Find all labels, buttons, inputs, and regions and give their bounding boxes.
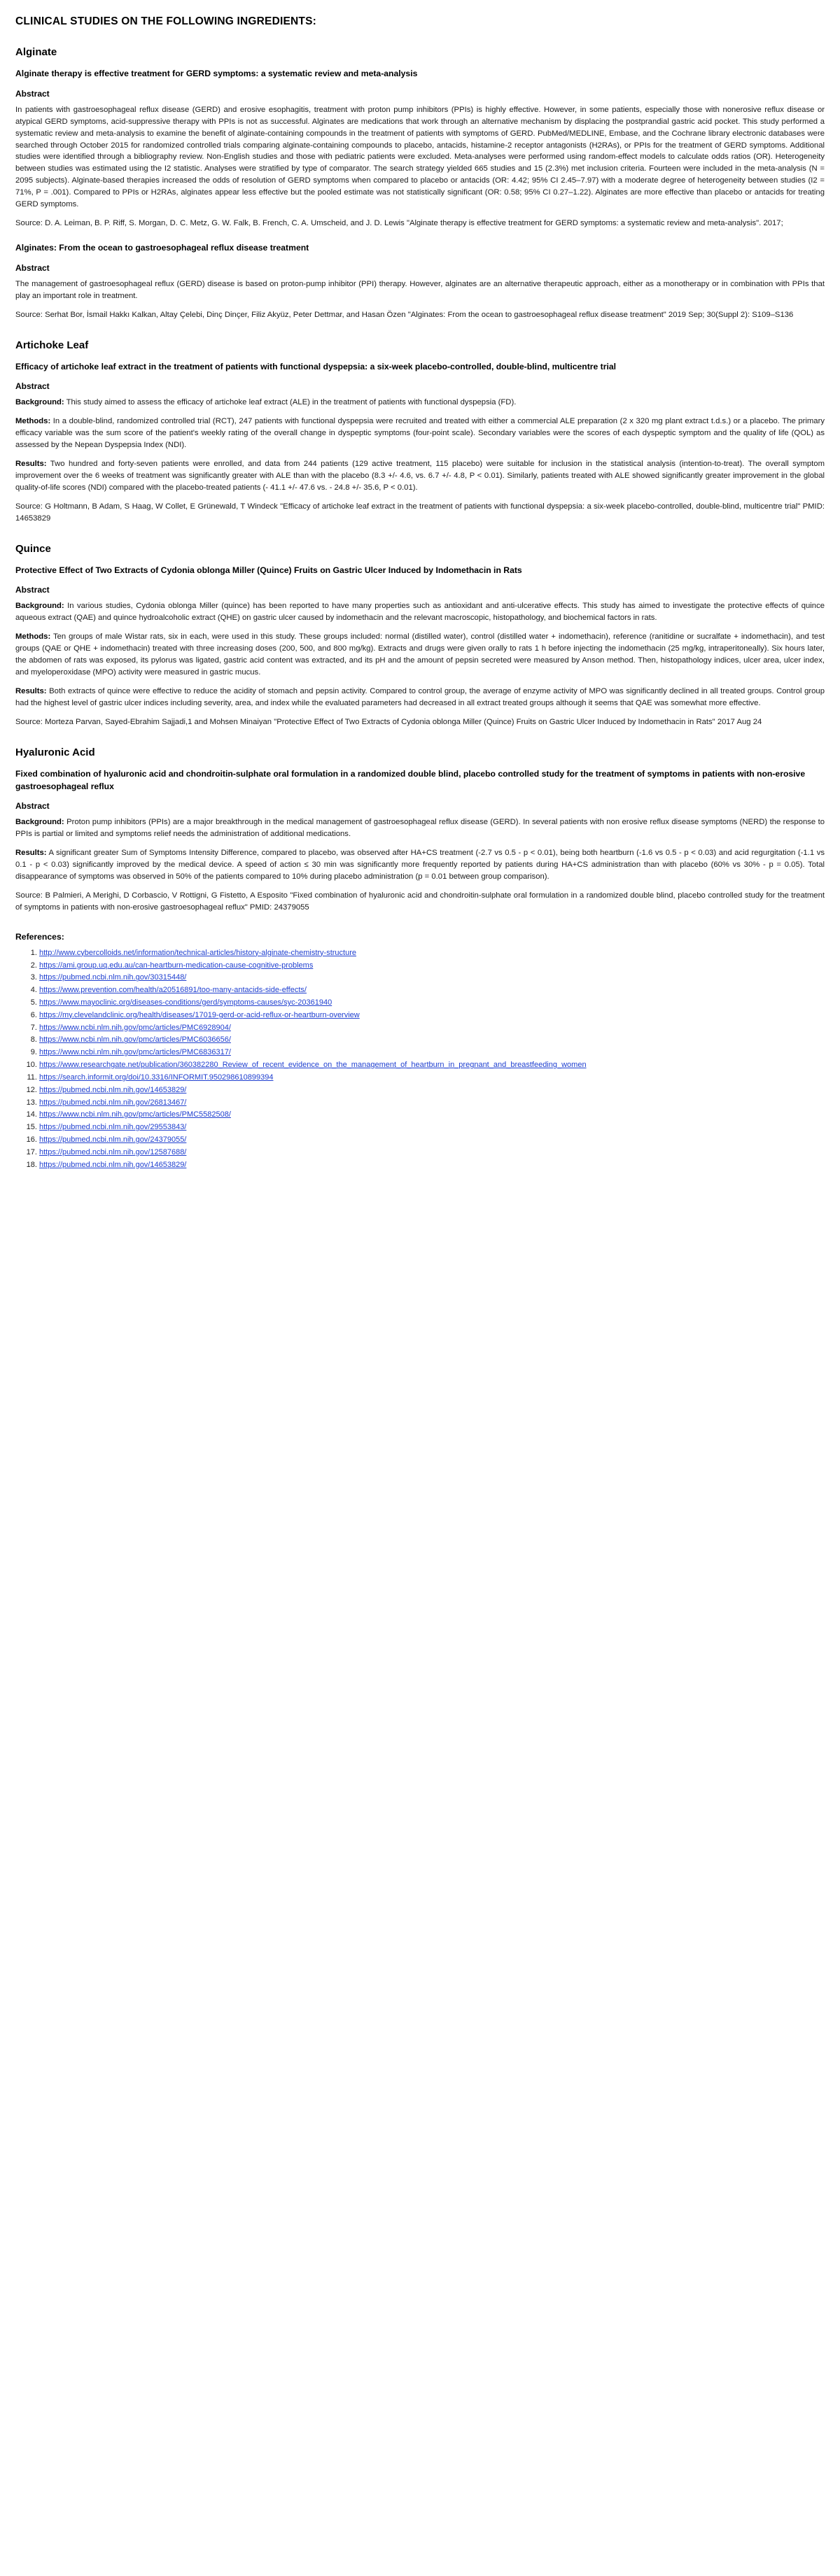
study-title: Alginate therapy is effective treatment for GERD symptoms: a systematic review and meta-analysis xyxy=(15,69,418,78)
reference-link[interactable]: https://pubmed.ncbi.nlm.nih.gov/12587688/ xyxy=(39,1147,187,1156)
abstract-paragraph: Results: Two hundred and forty-seven patients were enrolled, and data from 244 patients (129 active treatment, 115 placebo) were suitable for inclusion in the statistical analysis (intention-to-treat). The overall symptom improvement over the 6 weeks of treatment was significantly greater with ALE than with the placebo (8.3 +/- 4.6, vs. 6.7 +/- 4.8, P < 0.01). Similarly, patients treated with ALE showed significantly greater improvement in the global quality-of-life scores (NDI) compared with the placebo-treated patients (- 41.1 +/- 47.6 vs. - 24.8 +/- 35.6, P < 0.01). xyxy=(15,460,825,492)
page-title: CLINICAL STUDIES ON THE FOLLOWING INGREDIENTS: xyxy=(15,15,316,27)
abstract-label: Abstract xyxy=(15,262,50,273)
study-entry xyxy=(15,242,825,321)
abstract-paragraph: Background: Proton pump inhibitors (PPIs) are a major breakthrough in the medical management of gastroesophageal reflux disease (GERD). In several patients with non erosive reflux disease symptoms (NERD) the response to PPIs is partial or limited and symptoms relief needs the administration of additional medications. xyxy=(15,818,825,839)
reference-link[interactable]: https://www.ncbi.nlm.nih.gov/pmc/articles/PMC6036656/ xyxy=(39,1035,231,1045)
reference-link[interactable]: https://www.ncbi.nlm.nih.gov/pmc/articles/PMC6928904/ xyxy=(39,1023,231,1032)
study-source: Source: Morteza Parvan, Sayed-Ebrahim Sajjadi,1 and Mohsen Minaiyan "Protective Effect of Two Extracts of Cydonia oblonga Miller (Quince) Fruits on Gastric Ulcer Induced by Indomethacin in Rats" 2017 Aug 24 xyxy=(15,717,762,726)
reference-item xyxy=(39,997,825,1010)
reference-item xyxy=(39,1084,825,1097)
reference-item xyxy=(39,1047,825,1059)
study-title: Protective Effect of Two Extracts of Cydonia oblonga Miller (Quince) Fruits on Gastric Ulcer Induced by Indomethacin in Rats xyxy=(15,565,522,575)
reference-item xyxy=(39,972,825,984)
reference-item xyxy=(39,1109,825,1121)
study-entry xyxy=(15,68,825,229)
ingredient-heading: Quince xyxy=(15,542,51,555)
abstract-paragraph: Methods: Ten groups of male Wistar rats, six in each, were used in this study. These groups included: normal (distilled water), control (distilled water + indomethacin), reference (ranitidine or sucralfate + indomethacin), and test groups (QAE or QHE + indomethacin) treated with three increasing doses (200, 500, and 800 mg/kg). Extracts and drugs were given orally to rats 1 h before injecting the indomethacin (25 mg/kg, intraperitoneally). Six hours later, the abdomen of rats was exposed, its pylorus was ligated, gastric acid content was extracted, and its pH and the amount of pepsin secreted were measured by Anson method. Then, histopathology indices, ulcer area, ulcer index, and myeloperoxidase (MPO) activity were measured in gastric mucus. xyxy=(15,632,825,677)
reference-link[interactable]: https://pubmed.ncbi.nlm.nih.gov/14653829/ xyxy=(39,1160,187,1169)
abstract-label: Abstract xyxy=(15,88,50,99)
reference-item xyxy=(39,984,825,997)
reference-link[interactable]: https://ami.group.uq.edu.au/can-heartburn-medication-cause-cognitive-problems xyxy=(39,961,314,970)
abstract-label: Abstract xyxy=(15,381,50,392)
ingredient-section-hyaluronic-acid xyxy=(15,746,825,914)
reference-item xyxy=(39,1147,825,1159)
reference-link[interactable]: https://www.prevention.com/health/a20516891/too-many-antacids-side-effects/ xyxy=(39,986,307,995)
abstract-paragraph: Background: This study aimed to assess the efficacy of artichoke leaf extract (ALE) in the treatment of patients with functional dyspepsia (FD). xyxy=(15,398,517,407)
reference-link[interactable]: https://www.mayoclinic.org/diseases-conditions/gerd/symptoms-causes/syc-20361940 xyxy=(39,998,332,1007)
reference-link[interactable]: https://www.ncbi.nlm.nih.gov/pmc/articles/PMC5582508/ xyxy=(39,1110,231,1119)
study-title: Alginates: From the ocean to gastroesophageal reflux disease treatment xyxy=(15,243,309,253)
references-heading: References: xyxy=(15,931,64,942)
ingredient-section-artichoke-leaf xyxy=(15,339,825,525)
reference-item xyxy=(39,1059,825,1072)
study-entry xyxy=(15,565,825,728)
reference-link[interactable]: https://pubmed.ncbi.nlm.nih.gov/26813467/ xyxy=(39,1098,187,1107)
abstract-paragraph: The management of gastroesophageal reflux (GERD) disease is based on proton-pump inhibitor (PPI) therapy. However, alginates are an alternative therapeutic approach, either as a monotherapy or in combination with PPIs that play an important role in treatment. xyxy=(15,279,825,300)
reference-link[interactable]: https://pubmed.ncbi.nlm.nih.gov/30315448/ xyxy=(39,973,187,982)
ingredient-heading: Hyaluronic Acid xyxy=(15,746,95,758)
reference-item xyxy=(39,1022,825,1035)
abstract-label: Abstract xyxy=(15,801,50,812)
references-list xyxy=(15,947,825,1172)
abstract-paragraph: Results: Both extracts of quince were effective to reduce the acidity of stomach and pepsin activity. Compared to control group, the average of enzyme activity of MPO was significantly declined in all treated groups. Control group had the highest level of gastric ulcer indices including severity, area, and index while the evaluated parameters had decreased in all extract treated groups although it seems that QAE was somewhat more effective. xyxy=(15,687,825,707)
reference-link[interactable]: https://search.informit.org/doi/10.3316/INFORMIT.950298610899394 xyxy=(39,1073,274,1082)
reference-item xyxy=(39,947,825,960)
reference-item xyxy=(39,1010,825,1022)
study-entry xyxy=(15,768,825,914)
reference-link[interactable]: http://www.cybercolloids.net/information/technical-articles/history-alginate-chemistry-structure xyxy=(39,948,357,957)
study-source: Source: B Palmieri, A Merighi, D Corbascio, V Rottigni, G Fistetto, A Esposito "Fixed combination of hyaluronic acid and chondroitin-sulphate oral formulation in a randomized double blind, placebo controlled study for the treatment of symptoms in patients with non-erosive gastroesophageal reflux" PMID: 24379055 xyxy=(15,891,825,912)
reference-item xyxy=(39,1097,825,1110)
study-title: Efficacy of artichoke leaf extract in the treatment of patients with functional dyspepsia: a six-week placebo-controlled, double-blind, multicentre trial xyxy=(15,361,617,371)
ingredient-heading: Alginate xyxy=(15,46,57,58)
reference-item xyxy=(39,1159,825,1172)
abstract-paragraph: In patients with gastroesophageal reflux disease (GERD) and erosive esophagitis, treatment with proton pump inhibitors (PPIs) is highly effective. However, in some patients, especially those with nonerosive reflux disease or atypical GERD symptoms, acid-suppressive therapy with PPIs is not as successful. Alginates are medications that work through an alternative mechanism by displacing the postprandial gastric acid pocket. This study performed a systematic review and meta-analysis to examine the benefit of alginate-containing compounds in the treatment of patients with symptoms of GERD. PubMed/MEDLINE, Embase, and the Cochrane library electronic databases were searched through October 2015 for randomized controlled trials comparing alginate-containing compounds to placebo, antacids, histamine-2 receptor antagonists (H2RAs), or PPIs for the treatment of GERD symptoms. Additional studies were identified through a bibliography review. Non-English studies and those with pediatric patients were excluded. Meta-analyses were performed using random-effect models to calculate odds ratios (OR). Heterogeneity between studies was estimated using the I2 statistic. Analyses were stratified by type of comparator. The search strategy yielded 665 studies and 15 (2.3%) met inclusion criteria. Fourteen were included in the meta-analysis (N = 2095 subjects). Alginate-based therapies increased the odds of resolution of GERD symptoms when compared to placebo or antacids (OR: 4.42; 95% CI 2.45–7.97) with a moderate degree of heterogeneity between studies (I2 = 71%, P = .001). Compared to PPIs or H2RAs, alginates appear less effective but the pooled estimate was not statistically significant (OR: 0.58; 95% CI 0.27–1.22). Alginates are more effective than placebo or antacids for treating GERD symptoms. xyxy=(15,105,825,209)
ingredient-section-quince xyxy=(15,543,825,728)
reference-link[interactable]: https://www.researchgate.net/publication/360382280_Review_of_recent_evidence_on_the_management_of_heartburn_in_pregnant_and_breastfeeding_women xyxy=(39,1061,587,1070)
reference-item xyxy=(39,1121,825,1134)
reference-item xyxy=(39,960,825,972)
reference-link[interactable]: https://pubmed.ncbi.nlm.nih.gov/14653829/ xyxy=(39,1085,187,1094)
abstract-paragraph: Methods: In a double-blind, randomized controlled trial (RCT), 247 patients with functional dyspepsia were recruited and treated with either a commercial ALE preparation (2 x 320 mg plant extract t.d.s.) or a placebo. The primary efficacy variable was the sum score of the patient's weekly rating of the overall change in dyspeptic symptoms (four-point scale). Secondary variables were the scores of each dyspeptic symptom and the quality of life (QOL) as assessed by the Nepean Dyspepsia Index (NDI). xyxy=(15,417,825,450)
abstract-paragraph: Background: In various studies, Cydonia oblonga Miller (quince) has been reported to have many properties such as antioxidant and anti-ulcerative effects. This study has aimed to investigate the protective effects of quince aqueous extract (QAE) and quince hydroalcoholic extract (QHE) on gastric ulcer caused by indomethacin and the relevant macroscopic, histopathology, and biochemical factors in rats. xyxy=(15,602,825,623)
study-source: Source: D. A. Leiman, B. P. Riff, S. Morgan, D. C. Metz, G. W. Falk, B. French, C. A. Umscheid, and J. D. Lewis "Alginate therapy is effective treatment for GERD symptoms: a systematic review and meta-analysis". 2017; xyxy=(15,219,783,228)
reference-item xyxy=(39,1034,825,1047)
document-page xyxy=(0,0,840,1192)
abstract-paragraph: Results: A significant greater Sum of Symptoms Intensity Difference, compared to placebo, was observed after HA+CS treatment (-2.7 vs 0.5 - p < 0.01), being both heartburn (-1.6 vs 0.5 - p < 0.03) and acid regurgitation (-1.1 vs 0.1 - p < 0.03) significantly improved by the medical device. A speed of action ≤ 30 min was significantly more frequently reported by patients during HA+CS administration than with placebo (60% vs 30% - p = 0.05). Total disappearance of symptoms was observed in 50% of the patients compared to 10% during placebo administration (p = 0.01 between group comparison). xyxy=(15,849,825,881)
ingredient-heading: Artichoke Leaf xyxy=(15,339,89,351)
study-source: Source: G Holtmann, B Adam, S Haag, W Collet, E Grünewald, T Windeck "Efficacy of artichoke leaf extract in the treatment of patients with functional dyspepsia: a six-week placebo-controlled, double-blind, multicentre trial" PMID: 14653829 xyxy=(15,502,825,523)
study-entry xyxy=(15,361,825,525)
reference-item xyxy=(39,1072,825,1084)
reference-item xyxy=(39,1134,825,1147)
abstract-label: Abstract xyxy=(15,585,50,595)
study-source: Source: Serhat Bor, İsmail Hakkı Kalkan, Altay Çelebi, Dinç Dinçer, Filiz Akyüz, Peter Dettmar, and Hasan Özen "Alginates: From the ocean to gastroesophageal reflux disease treatment" 2019 Sep; 30(Suppl 2): S109–S136 xyxy=(15,310,794,319)
study-title: Fixed combination of hyaluronic acid and chondroitin-sulphate oral formulation in a randomized double blind, placebo controlled study for the treatment of symptoms in patients with non-erosive gastroesophageal reflux xyxy=(15,768,806,791)
reference-link[interactable]: https://pubmed.ncbi.nlm.nih.gov/24379055/ xyxy=(39,1135,187,1144)
ingredient-section-alginate xyxy=(15,46,825,321)
reference-link[interactable]: https://my.clevelandclinic.org/health/diseases/17019-gerd-or-acid-reflux-or-heartburn-overview xyxy=(39,1010,360,1019)
reference-link[interactable]: https://pubmed.ncbi.nlm.nih.gov/29553843/ xyxy=(39,1123,187,1132)
reference-link[interactable]: https://www.ncbi.nlm.nih.gov/pmc/articles/PMC6836317/ xyxy=(39,1048,231,1057)
